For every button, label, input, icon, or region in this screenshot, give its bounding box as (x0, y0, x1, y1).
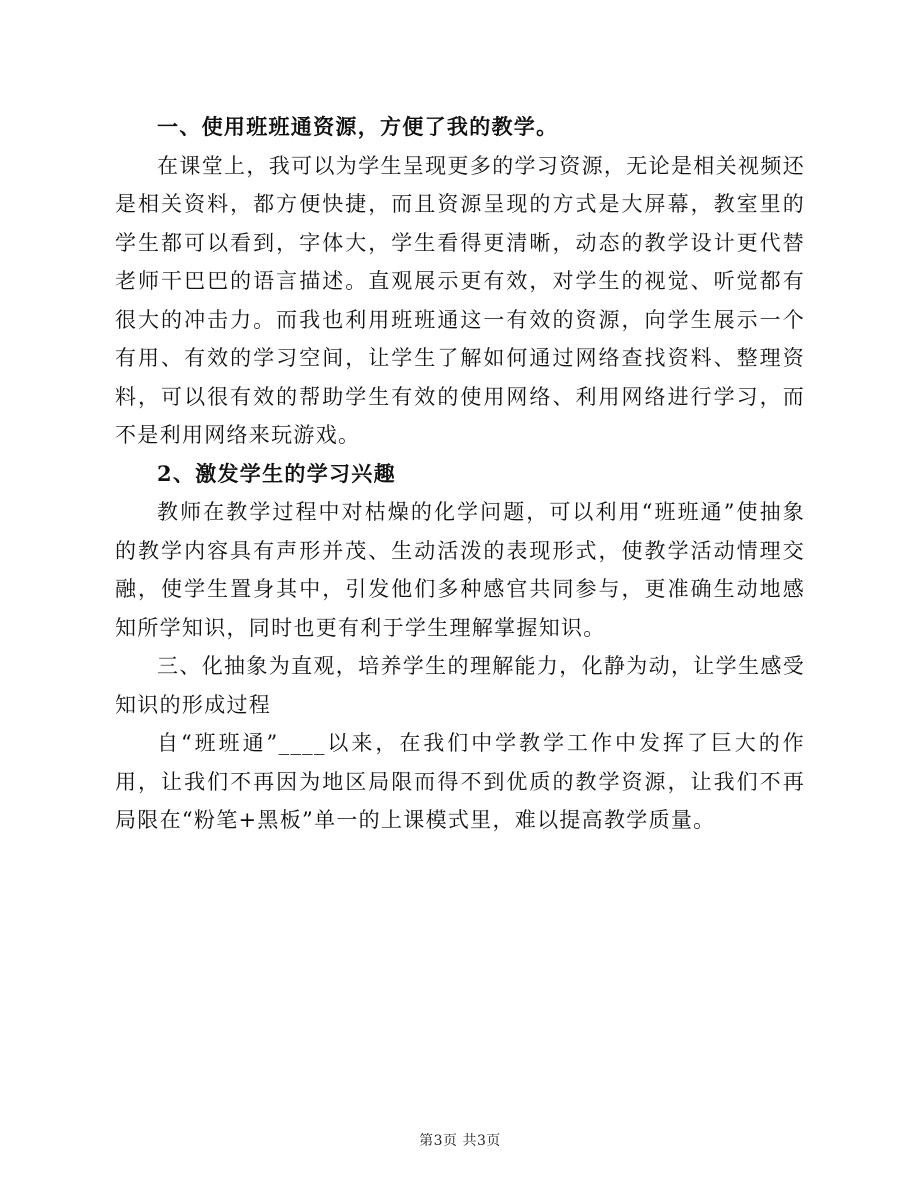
body-paragraph-3: 自“班班通”____以来，在我们中学教学工作中发挥了巨大的作用，让我们不再因为地区局限而得不到优质的教学资源，让我们不再局限在“粉笔+黑板”单一的上课模式里，难以提高教学质量。 (115, 731, 805, 832)
body-paragraph-1: 在课堂上，我可以为学生呈现更多的学习资源，无论是相关视频还是相关资料，都方便快捷，而且资源呈现的方式是大屏幕，教室里的学生都可以看到，字体大，学生看得更清晰，动态的教学设计更代替老师干巴巴的语言描述。直观展示更有效，对学生的视觉、听觉都有很大的冲击力。而我也利用班班通这一有效的资源，向学生展示一个有用、有效的学习空间，让学生了解如何通过网络查找资料、整理资料，可以很有效的帮助学生有效的使用网络、利用网络进行学习，而不是利用网络来玩游戏。 (115, 153, 805, 447)
section-heading-3: 三、化抽象为直观，培养学生的理解能力，化静为动，让学生感受知识的形成过程 (115, 654, 805, 717)
section-heading-1: 一、使用班班通资源，方便了我的教学。 (157, 114, 559, 139)
section-heading-2: 2、激发学生的学习兴趣 (157, 460, 396, 486)
page-number-footer: 第3页 共3页 (419, 1133, 501, 1149)
document-body (115, 108, 805, 840)
body-paragraph-2: 教师在教学过程中对枯燥的化学问题，可以利用“班班通”使抽象的教学内容具有声形并茂、生动活泼的表现形式，使教学活动情理交融，使学生置身其中，引发他们多种感官共同参与，更准确生动地感知所学知识，同时也更有利于学生理解掌握知识。 (115, 500, 805, 640)
